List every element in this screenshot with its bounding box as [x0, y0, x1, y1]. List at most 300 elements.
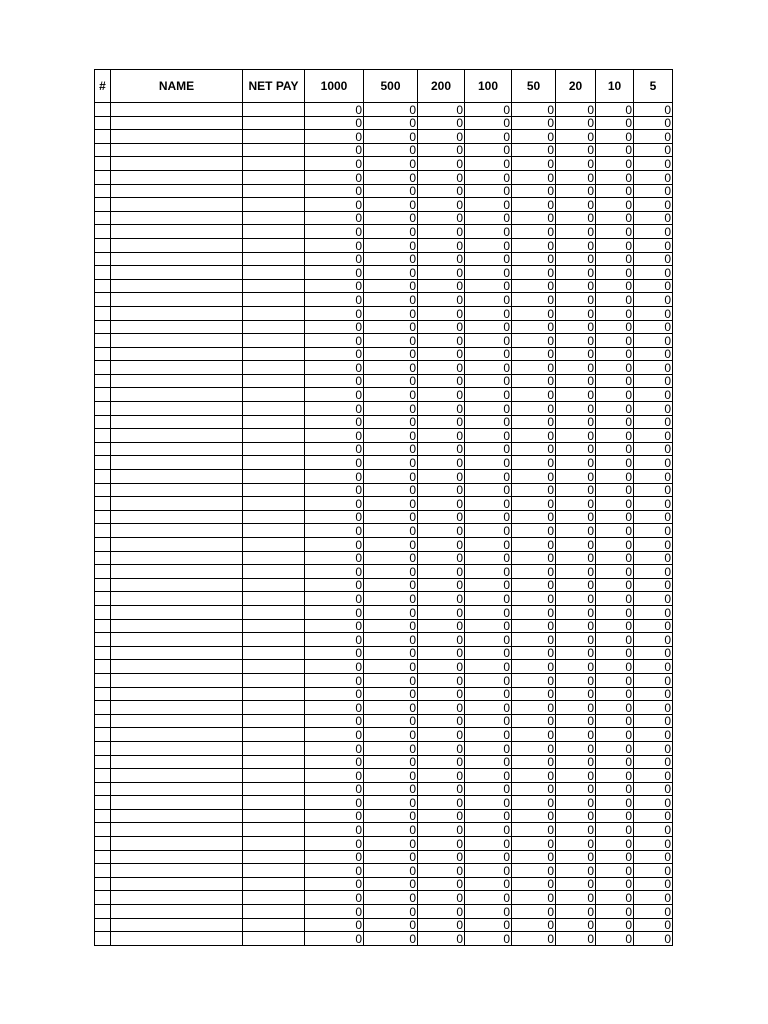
net-pay-cell[interactable]: [243, 864, 305, 878]
number-cell[interactable]: [95, 170, 111, 184]
cell-500[interactable]: 0: [364, 442, 418, 456]
cell-10[interactable]: 0: [596, 714, 634, 728]
net-pay-cell[interactable]: [243, 701, 305, 715]
cell-500[interactable]: 0: [364, 374, 418, 388]
cell-100[interactable]: 0: [465, 320, 512, 334]
cell-10[interactable]: 0: [596, 891, 634, 905]
cell-200[interactable]: 0: [418, 306, 465, 320]
cell-100[interactable]: 0: [465, 619, 512, 633]
cell-500[interactable]: 0: [364, 823, 418, 837]
net-pay-cell[interactable]: [243, 837, 305, 851]
cell-500[interactable]: 0: [364, 769, 418, 783]
cell-5[interactable]: 0: [634, 143, 673, 157]
cell-50[interactable]: 0: [512, 442, 556, 456]
cell-10[interactable]: 0: [596, 334, 634, 348]
net-pay-cell[interactable]: [243, 306, 305, 320]
cell-50[interactable]: 0: [512, 279, 556, 293]
number-cell[interactable]: [95, 918, 111, 932]
cell-50[interactable]: 0: [512, 483, 556, 497]
cell-10[interactable]: 0: [596, 850, 634, 864]
net-pay-cell[interactable]: [243, 470, 305, 484]
name-cell[interactable]: [111, 211, 243, 225]
cell-500[interactable]: 0: [364, 497, 418, 511]
cell-200[interactable]: 0: [418, 646, 465, 660]
cell-1000[interactable]: 0: [305, 551, 364, 565]
cell-200[interactable]: 0: [418, 252, 465, 266]
cell-1000[interactable]: 0: [305, 510, 364, 524]
cell-200[interactable]: 0: [418, 347, 465, 361]
cell-20[interactable]: 0: [556, 850, 596, 864]
cell-1000[interactable]: 0: [305, 538, 364, 552]
cell-10[interactable]: 0: [596, 755, 634, 769]
number-cell[interactable]: [95, 660, 111, 674]
cell-100[interactable]: 0: [465, 456, 512, 470]
cell-200[interactable]: 0: [418, 538, 465, 552]
cell-1000[interactable]: 0: [305, 850, 364, 864]
cell-200[interactable]: 0: [418, 850, 465, 864]
cell-5[interactable]: 0: [634, 646, 673, 660]
cell-10[interactable]: 0: [596, 198, 634, 212]
cell-50[interactable]: 0: [512, 660, 556, 674]
net-pay-cell[interactable]: [243, 565, 305, 579]
cell-50[interactable]: 0: [512, 850, 556, 864]
cell-500[interactable]: 0: [364, 225, 418, 239]
cell-10[interactable]: 0: [596, 252, 634, 266]
cell-20[interactable]: 0: [556, 306, 596, 320]
cell-20[interactable]: 0: [556, 184, 596, 198]
cell-100[interactable]: 0: [465, 306, 512, 320]
net-pay-cell[interactable]: [243, 673, 305, 687]
number-cell[interactable]: [95, 402, 111, 416]
cell-20[interactable]: 0: [556, 714, 596, 728]
cell-1000[interactable]: 0: [305, 402, 364, 416]
net-pay-cell[interactable]: [243, 646, 305, 660]
cell-100[interactable]: 0: [465, 334, 512, 348]
cell-20[interactable]: 0: [556, 605, 596, 619]
cell-20[interactable]: 0: [556, 578, 596, 592]
cell-500[interactable]: 0: [364, 741, 418, 755]
cell-50[interactable]: 0: [512, 266, 556, 280]
cell-1000[interactable]: 0: [305, 266, 364, 280]
cell-20[interactable]: 0: [556, 238, 596, 252]
cell-50[interactable]: 0: [512, 864, 556, 878]
cell-500[interactable]: 0: [364, 605, 418, 619]
cell-500[interactable]: 0: [364, 578, 418, 592]
cell-5[interactable]: 0: [634, 837, 673, 851]
cell-50[interactable]: 0: [512, 130, 556, 144]
cell-100[interactable]: 0: [465, 157, 512, 171]
cell-10[interactable]: 0: [596, 701, 634, 715]
number-cell[interactable]: [95, 864, 111, 878]
cell-100[interactable]: 0: [465, 932, 512, 946]
cell-10[interactable]: 0: [596, 728, 634, 742]
cell-1000[interactable]: 0: [305, 809, 364, 823]
cell-100[interactable]: 0: [465, 361, 512, 375]
cell-100[interactable]: 0: [465, 293, 512, 307]
cell-20[interactable]: 0: [556, 361, 596, 375]
cell-50[interactable]: 0: [512, 238, 556, 252]
cell-100[interactable]: 0: [465, 755, 512, 769]
cell-20[interactable]: 0: [556, 388, 596, 402]
cell-1000[interactable]: 0: [305, 198, 364, 212]
net-pay-cell[interactable]: [243, 660, 305, 674]
net-pay-cell[interactable]: [243, 891, 305, 905]
number-cell[interactable]: [95, 673, 111, 687]
number-cell[interactable]: [95, 687, 111, 701]
cell-5[interactable]: 0: [634, 823, 673, 837]
cell-1000[interactable]: 0: [305, 429, 364, 443]
cell-1000[interactable]: 0: [305, 905, 364, 919]
cell-1000[interactable]: 0: [305, 306, 364, 320]
cell-5[interactable]: 0: [634, 130, 673, 144]
cell-50[interactable]: 0: [512, 687, 556, 701]
number-cell[interactable]: [95, 415, 111, 429]
cell-1000[interactable]: 0: [305, 170, 364, 184]
cell-200[interactable]: 0: [418, 157, 465, 171]
cell-20[interactable]: 0: [556, 551, 596, 565]
net-pay-cell[interactable]: [243, 687, 305, 701]
cell-50[interactable]: 0: [512, 905, 556, 919]
cell-50[interactable]: 0: [512, 741, 556, 755]
cell-500[interactable]: 0: [364, 592, 418, 606]
cell-5[interactable]: 0: [634, 714, 673, 728]
cell-10[interactable]: 0: [596, 551, 634, 565]
name-cell[interactable]: [111, 157, 243, 171]
cell-5[interactable]: 0: [634, 782, 673, 796]
cell-50[interactable]: 0: [512, 728, 556, 742]
net-pay-cell[interactable]: [243, 823, 305, 837]
net-pay-cell[interactable]: [243, 905, 305, 919]
cell-20[interactable]: 0: [556, 809, 596, 823]
net-pay-cell[interactable]: [243, 605, 305, 619]
cell-1000[interactable]: 0: [305, 891, 364, 905]
name-cell[interactable]: [111, 619, 243, 633]
cell-10[interactable]: 0: [596, 470, 634, 484]
cell-5[interactable]: 0: [634, 877, 673, 891]
cell-100[interactable]: 0: [465, 170, 512, 184]
cell-5[interactable]: 0: [634, 728, 673, 742]
cell-1000[interactable]: 0: [305, 116, 364, 130]
cell-50[interactable]: 0: [512, 605, 556, 619]
cell-500[interactable]: 0: [364, 157, 418, 171]
net-pay-cell[interactable]: [243, 918, 305, 932]
cell-1000[interactable]: 0: [305, 633, 364, 647]
cell-100[interactable]: 0: [465, 538, 512, 552]
cell-100[interactable]: 0: [465, 497, 512, 511]
number-cell[interactable]: [95, 578, 111, 592]
cell-10[interactable]: 0: [596, 347, 634, 361]
cell-5[interactable]: 0: [634, 374, 673, 388]
cell-200[interactable]: 0: [418, 225, 465, 239]
cell-100[interactable]: 0: [465, 130, 512, 144]
cell-50[interactable]: 0: [512, 103, 556, 117]
cell-10[interactable]: 0: [596, 741, 634, 755]
number-cell[interactable]: [95, 497, 111, 511]
number-cell[interactable]: [95, 116, 111, 130]
cell-100[interactable]: 0: [465, 701, 512, 715]
cell-100[interactable]: 0: [465, 578, 512, 592]
cell-200[interactable]: 0: [418, 456, 465, 470]
cell-20[interactable]: 0: [556, 374, 596, 388]
cell-10[interactable]: 0: [596, 633, 634, 647]
cell-1000[interactable]: 0: [305, 605, 364, 619]
cell-50[interactable]: 0: [512, 510, 556, 524]
cell-50[interactable]: 0: [512, 809, 556, 823]
cell-20[interactable]: 0: [556, 293, 596, 307]
cell-1000[interactable]: 0: [305, 415, 364, 429]
number-cell[interactable]: [95, 565, 111, 579]
cell-100[interactable]: 0: [465, 442, 512, 456]
cell-20[interactable]: 0: [556, 334, 596, 348]
number-cell[interactable]: [95, 388, 111, 402]
number-cell[interactable]: [95, 592, 111, 606]
number-cell[interactable]: [95, 211, 111, 225]
cell-100[interactable]: 0: [465, 103, 512, 117]
cell-1000[interactable]: 0: [305, 157, 364, 171]
cell-500[interactable]: 0: [364, 660, 418, 674]
cell-500[interactable]: 0: [364, 891, 418, 905]
cell-100[interactable]: 0: [465, 633, 512, 647]
cell-10[interactable]: 0: [596, 388, 634, 402]
cell-20[interactable]: 0: [556, 510, 596, 524]
cell-20[interactable]: 0: [556, 728, 596, 742]
net-pay-cell[interactable]: [243, 238, 305, 252]
cell-100[interactable]: 0: [465, 565, 512, 579]
cell-10[interactable]: 0: [596, 578, 634, 592]
cell-10[interactable]: 0: [596, 646, 634, 660]
cell-10[interactable]: 0: [596, 116, 634, 130]
cell-500[interactable]: 0: [364, 619, 418, 633]
cell-200[interactable]: 0: [418, 605, 465, 619]
name-cell[interactable]: [111, 673, 243, 687]
cell-200[interactable]: 0: [418, 633, 465, 647]
cell-10[interactable]: 0: [596, 864, 634, 878]
name-cell[interactable]: [111, 701, 243, 715]
number-cell[interactable]: [95, 293, 111, 307]
cell-10[interactable]: 0: [596, 238, 634, 252]
cell-1000[interactable]: 0: [305, 741, 364, 755]
cell-1000[interactable]: 0: [305, 782, 364, 796]
cell-200[interactable]: 0: [418, 143, 465, 157]
cell-1000[interactable]: 0: [305, 442, 364, 456]
cell-10[interactable]: 0: [596, 524, 634, 538]
cell-50[interactable]: 0: [512, 932, 556, 946]
cell-500[interactable]: 0: [364, 320, 418, 334]
cell-10[interactable]: 0: [596, 769, 634, 783]
cell-5[interactable]: 0: [634, 687, 673, 701]
net-pay-cell[interactable]: [243, 755, 305, 769]
cell-50[interactable]: 0: [512, 565, 556, 579]
cell-500[interactable]: 0: [364, 551, 418, 565]
cell-50[interactable]: 0: [512, 755, 556, 769]
name-cell[interactable]: [111, 238, 243, 252]
cell-5[interactable]: 0: [634, 320, 673, 334]
net-pay-cell[interactable]: [243, 796, 305, 810]
name-cell[interactable]: [111, 266, 243, 280]
net-pay-cell[interactable]: [243, 483, 305, 497]
net-pay-cell[interactable]: [243, 932, 305, 946]
number-cell[interactable]: [95, 252, 111, 266]
name-cell[interactable]: [111, 320, 243, 334]
cell-5[interactable]: 0: [634, 442, 673, 456]
cell-1000[interactable]: 0: [305, 701, 364, 715]
cell-50[interactable]: 0: [512, 782, 556, 796]
cell-20[interactable]: 0: [556, 741, 596, 755]
name-cell[interactable]: [111, 184, 243, 198]
cell-50[interactable]: 0: [512, 646, 556, 660]
cell-10[interactable]: 0: [596, 510, 634, 524]
cell-50[interactable]: 0: [512, 402, 556, 416]
cell-1000[interactable]: 0: [305, 796, 364, 810]
cell-10[interactable]: 0: [596, 320, 634, 334]
cell-200[interactable]: 0: [418, 809, 465, 823]
cell-10[interactable]: 0: [596, 279, 634, 293]
cell-20[interactable]: 0: [556, 633, 596, 647]
number-cell[interactable]: [95, 320, 111, 334]
cell-1000[interactable]: 0: [305, 483, 364, 497]
name-cell[interactable]: [111, 891, 243, 905]
cell-20[interactable]: 0: [556, 932, 596, 946]
cell-10[interactable]: 0: [596, 837, 634, 851]
cell-20[interactable]: 0: [556, 524, 596, 538]
cell-20[interactable]: 0: [556, 170, 596, 184]
number-cell[interactable]: [95, 238, 111, 252]
number-cell[interactable]: [95, 157, 111, 171]
cell-500[interactable]: 0: [364, 103, 418, 117]
cell-200[interactable]: 0: [418, 510, 465, 524]
cell-20[interactable]: 0: [556, 619, 596, 633]
cell-5[interactable]: 0: [634, 538, 673, 552]
cell-100[interactable]: 0: [465, 415, 512, 429]
cell-100[interactable]: 0: [465, 918, 512, 932]
cell-500[interactable]: 0: [364, 483, 418, 497]
cell-200[interactable]: 0: [418, 184, 465, 198]
name-cell[interactable]: [111, 170, 243, 184]
net-pay-cell[interactable]: [243, 510, 305, 524]
net-pay-cell[interactable]: [243, 347, 305, 361]
cell-20[interactable]: 0: [556, 497, 596, 511]
name-cell[interactable]: [111, 306, 243, 320]
cell-1000[interactable]: 0: [305, 238, 364, 252]
cell-200[interactable]: 0: [418, 728, 465, 742]
number-cell[interactable]: [95, 932, 111, 946]
cell-20[interactable]: 0: [556, 211, 596, 225]
number-cell[interactable]: [95, 225, 111, 239]
cell-200[interactable]: 0: [418, 483, 465, 497]
cell-200[interactable]: 0: [418, 361, 465, 375]
name-cell[interactable]: [111, 130, 243, 144]
cell-10[interactable]: 0: [596, 497, 634, 511]
name-cell[interactable]: [111, 334, 243, 348]
cell-5[interactable]: 0: [634, 252, 673, 266]
cell-100[interactable]: 0: [465, 551, 512, 565]
cell-500[interactable]: 0: [364, 429, 418, 443]
cell-10[interactable]: 0: [596, 293, 634, 307]
cell-5[interactable]: 0: [634, 619, 673, 633]
cell-100[interactable]: 0: [465, 198, 512, 212]
cell-200[interactable]: 0: [418, 769, 465, 783]
number-cell[interactable]: [95, 619, 111, 633]
number-cell[interactable]: [95, 769, 111, 783]
cell-1000[interactable]: 0: [305, 755, 364, 769]
name-cell[interactable]: [111, 932, 243, 946]
name-cell[interactable]: [111, 143, 243, 157]
cell-20[interactable]: 0: [556, 456, 596, 470]
cell-20[interactable]: 0: [556, 279, 596, 293]
number-cell[interactable]: [95, 130, 111, 144]
cell-10[interactable]: 0: [596, 429, 634, 443]
cell-1000[interactable]: 0: [305, 252, 364, 266]
cell-20[interactable]: 0: [556, 701, 596, 715]
cell-50[interactable]: 0: [512, 374, 556, 388]
cell-10[interactable]: 0: [596, 877, 634, 891]
cell-50[interactable]: 0: [512, 306, 556, 320]
cell-500[interactable]: 0: [364, 184, 418, 198]
cell-50[interactable]: 0: [512, 769, 556, 783]
number-cell[interactable]: [95, 442, 111, 456]
name-cell[interactable]: [111, 578, 243, 592]
cell-20[interactable]: 0: [556, 320, 596, 334]
number-cell[interactable]: [95, 837, 111, 851]
cell-5[interactable]: 0: [634, 864, 673, 878]
cell-5[interactable]: 0: [634, 673, 673, 687]
cell-20[interactable]: 0: [556, 796, 596, 810]
net-pay-cell[interactable]: [243, 103, 305, 117]
cell-200[interactable]: 0: [418, 918, 465, 932]
cell-1000[interactable]: 0: [305, 361, 364, 375]
cell-500[interactable]: 0: [364, 687, 418, 701]
number-cell[interactable]: [95, 877, 111, 891]
cell-10[interactable]: 0: [596, 184, 634, 198]
cell-10[interactable]: 0: [596, 157, 634, 171]
number-cell[interactable]: [95, 103, 111, 117]
net-pay-cell[interactable]: [243, 728, 305, 742]
cell-1000[interactable]: 0: [305, 837, 364, 851]
cell-100[interactable]: 0: [465, 905, 512, 919]
cell-200[interactable]: 0: [418, 837, 465, 851]
cell-200[interactable]: 0: [418, 660, 465, 674]
cell-100[interactable]: 0: [465, 266, 512, 280]
cell-5[interactable]: 0: [634, 415, 673, 429]
cell-200[interactable]: 0: [418, 891, 465, 905]
cell-5[interactable]: 0: [634, 592, 673, 606]
cell-50[interactable]: 0: [512, 143, 556, 157]
net-pay-cell[interactable]: [243, 211, 305, 225]
cell-10[interactable]: 0: [596, 687, 634, 701]
name-cell[interactable]: [111, 551, 243, 565]
cell-50[interactable]: 0: [512, 701, 556, 715]
cell-20[interactable]: 0: [556, 769, 596, 783]
cell-1000[interactable]: 0: [305, 932, 364, 946]
cell-200[interactable]: 0: [418, 266, 465, 280]
cell-200[interactable]: 0: [418, 932, 465, 946]
cell-500[interactable]: 0: [364, 714, 418, 728]
cell-1000[interactable]: 0: [305, 823, 364, 837]
cell-100[interactable]: 0: [465, 769, 512, 783]
cell-5[interactable]: 0: [634, 605, 673, 619]
name-cell[interactable]: [111, 823, 243, 837]
cell-1000[interactable]: 0: [305, 103, 364, 117]
cell-1000[interactable]: 0: [305, 673, 364, 687]
cell-50[interactable]: 0: [512, 347, 556, 361]
cell-5[interactable]: 0: [634, 429, 673, 443]
cell-50[interactable]: 0: [512, 184, 556, 198]
cell-5[interactable]: 0: [634, 388, 673, 402]
cell-20[interactable]: 0: [556, 823, 596, 837]
number-cell[interactable]: [95, 755, 111, 769]
cell-10[interactable]: 0: [596, 306, 634, 320]
cell-200[interactable]: 0: [418, 782, 465, 796]
